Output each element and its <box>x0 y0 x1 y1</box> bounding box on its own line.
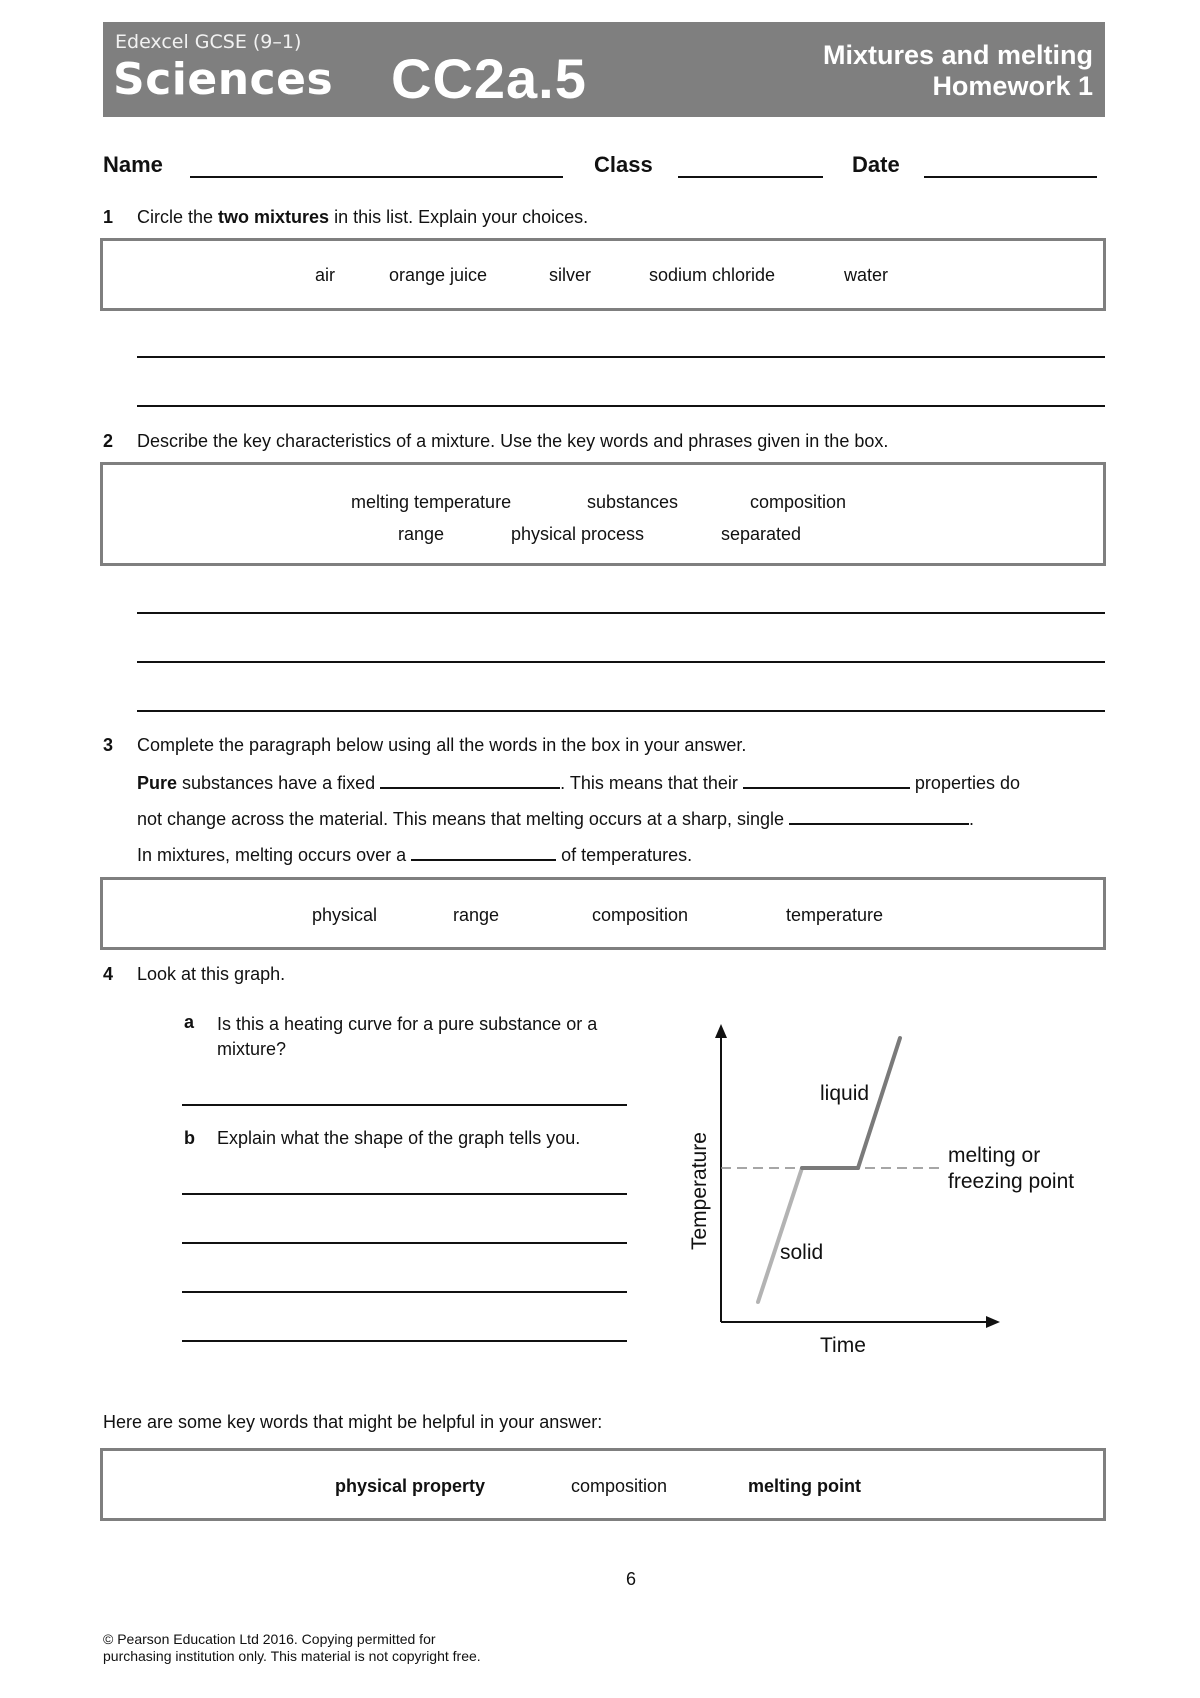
q4b-answer-line[interactable] <box>182 1340 627 1342</box>
name-field[interactable] <box>190 176 563 178</box>
freezing-point-label: freezing point <box>948 1170 1075 1193</box>
date-label: Date <box>852 152 900 177</box>
q3-text-run: substances have a fixed <box>177 773 381 793</box>
q3-text-run: . <box>969 809 975 829</box>
q3-paragraph-line3 <box>137 843 692 866</box>
header-banner <box>103 22 1105 117</box>
q3-blank-1[interactable] <box>380 771 560 789</box>
q2-answer-line[interactable] <box>137 710 1105 712</box>
q3-paragraph-line1 <box>137 771 1020 794</box>
brand-title: Sciences <box>113 54 334 105</box>
footer-line: purchasing institution only. This material is not copyright free. <box>103 1648 481 1664</box>
q4a-text-line: Is this a heating curve for a pure substance or a <box>217 1014 598 1034</box>
q1-word[interactable]: silver <box>549 265 592 285</box>
q4-number: 4 <box>103 964 114 984</box>
q1-number: 1 <box>103 207 114 227</box>
q2-word: melting temperature <box>351 492 512 512</box>
key-word: melting point <box>748 1476 861 1496</box>
melting-point-label: melting or <box>948 1144 1041 1167</box>
q3-word-box <box>100 877 1106 950</box>
q1-text-b: in this list. Explain your choices. <box>329 207 589 227</box>
q3-word: physical <box>312 905 378 925</box>
q3-word: range <box>453 905 500 925</box>
q4b-answer-line[interactable] <box>182 1242 627 1244</box>
key-word: composition <box>571 1476 668 1496</box>
q2-answer-line[interactable] <box>137 612 1105 614</box>
class-field[interactable] <box>678 176 823 178</box>
key-words-box <box>100 1448 1106 1521</box>
q1-text <box>137 207 588 228</box>
q3-text: Complete the paragraph below using all the words in the box in your answer. <box>137 735 747 755</box>
q1-text-bold: two mixtures <box>218 207 330 227</box>
q1-word[interactable]: air <box>315 265 336 285</box>
q2-word: range <box>398 524 445 544</box>
q2-word: substances <box>587 492 679 512</box>
q3-blank-3[interactable] <box>789 807 969 825</box>
q4a-answer-line[interactable] <box>182 1104 627 1106</box>
q4b-label: b <box>184 1128 195 1148</box>
lesson-code: CC2a.5 <box>391 47 587 110</box>
q1-text-a: Circle the <box>137 207 219 227</box>
class-label: Class <box>594 152 653 177</box>
q4a-text-line: mixture? <box>217 1039 287 1059</box>
footer-line: © Pearson Education Ltd 2016. Copying permitted for <box>103 1631 436 1647</box>
copyright-footer <box>103 1631 481 1665</box>
q3-text-run: of temperatures. <box>556 845 693 865</box>
key-words-intro: Here are some key words that might be helpful in your answer: <box>103 1412 603 1432</box>
q2-word: composition <box>750 492 847 512</box>
date-field[interactable] <box>924 176 1097 178</box>
q1-word[interactable]: water <box>844 265 889 285</box>
q1-word[interactable]: sodium chloride <box>649 265 776 285</box>
y-axis-label: Temperature <box>688 1132 711 1250</box>
q1-word-box <box>100 238 1106 311</box>
q4a-label: a <box>184 1012 195 1032</box>
q4a-text <box>217 1012 597 1062</box>
q3-text-run: properties do <box>909 773 1020 793</box>
q3-blank-4[interactable] <box>411 843 556 861</box>
q4-text: Look at this graph. <box>137 964 286 984</box>
solid-label: solid <box>780 1241 824 1264</box>
x-axis-arrow-icon <box>986 1316 1000 1328</box>
q2-word: physical process <box>511 524 645 544</box>
q1-answer-line[interactable] <box>137 356 1105 358</box>
q3-blank-2[interactable] <box>743 771 910 789</box>
solid-segment <box>758 1168 802 1302</box>
q2-text: Describe the key characteristics of a mixture. Use the key words and phrases given in the box. <box>137 431 889 451</box>
y-axis-arrow-icon <box>715 1024 727 1038</box>
q3-paragraph-line2 <box>137 807 974 830</box>
q1-word[interactable]: orange juice <box>389 265 488 285</box>
q4b-text: Explain what the shape of the graph tells you. <box>217 1128 581 1148</box>
q2-number: 2 <box>103 431 114 451</box>
q3-pure-bold: Pure <box>137 773 178 793</box>
series-label: Edexcel GCSE (9–1) <box>115 31 302 53</box>
q2-answer-line[interactable] <box>137 661 1105 663</box>
topic-title <box>823 40 1093 102</box>
q3-text-run: In mixtures, melting occurs over a <box>137 845 412 865</box>
q3-number: 3 <box>103 735 114 755</box>
liquid-label: liquid <box>820 1082 870 1105</box>
q3-text-run: not change across the material. This means that melting occurs at a sharp, single <box>137 809 789 829</box>
page-number: 6 <box>626 1569 637 1589</box>
q4b-answer-line[interactable] <box>182 1291 627 1293</box>
topic-name: Mixtures and melting <box>822 40 1093 70</box>
q3-word: composition <box>592 905 689 925</box>
q2-word-box <box>100 462 1106 566</box>
q4b-answer-line[interactable] <box>182 1193 627 1195</box>
q2-word: separated <box>721 524 802 544</box>
q3-text-run: . This means that their <box>560 773 743 793</box>
homework-label: Homework 1 <box>932 71 1093 101</box>
key-word: physical property <box>335 1476 486 1496</box>
x-axis-label: Time <box>820 1334 866 1357</box>
q3-word: temperature <box>786 905 884 925</box>
name-label: Name <box>103 152 163 177</box>
q1-answer-line[interactable] <box>137 405 1105 407</box>
heating-curve-graph <box>670 1020 1110 1360</box>
